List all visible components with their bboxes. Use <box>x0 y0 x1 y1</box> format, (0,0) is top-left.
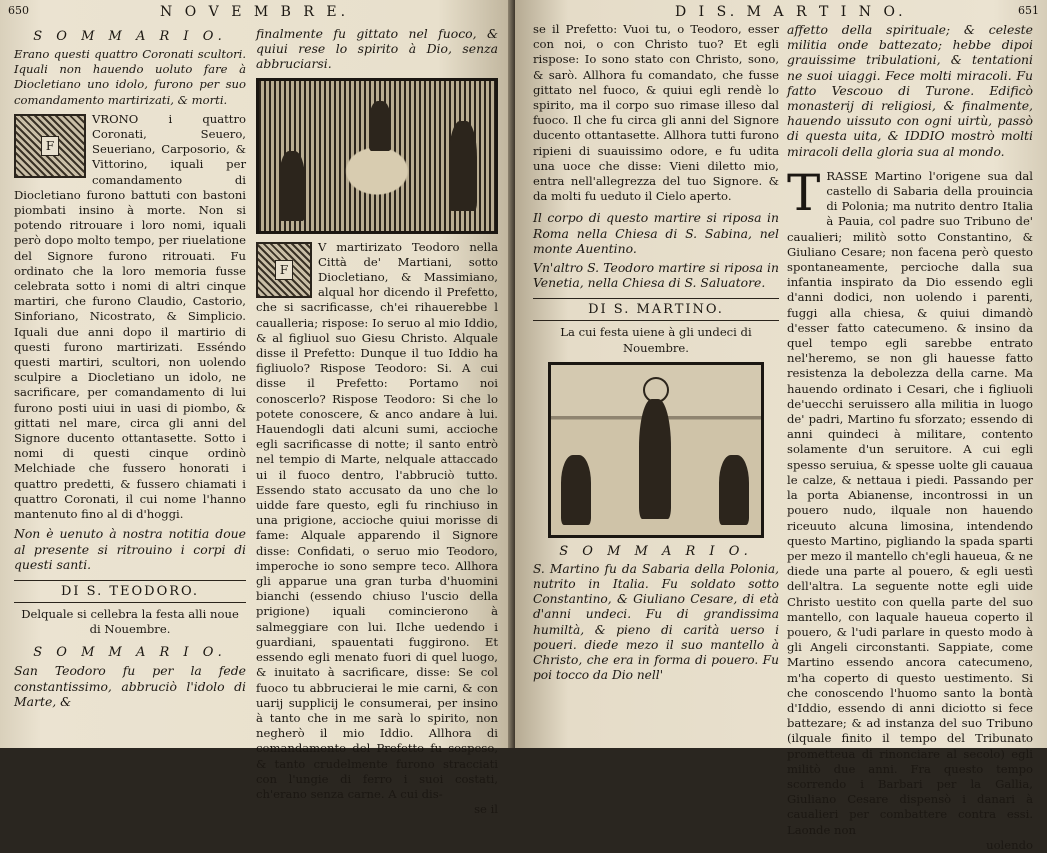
catchword: uolendo <box>986 837 1033 852</box>
martino-body: T RASSE Martino l'origene sua dal castello di Sabaria della prouincia di Polonia; ma nutrito dentro Italia à Pauia, col padre suo Tribuno de' caualieri; militò sotto Constantino, & Giuliano Cesare; non facena però questo spontaneamente, percioche dalla sua infantia inspirato da Dio essendo egli d'anni dodici, non uolendo i parenti, fuggi alla chiesa, & quiui dimandò d'esser fatto catecumeno. & insino da quel tempo egli sarebbe entrato nel'heremo, se non gli hauesse fatto resistenza la debolezza della carne. Ma hauendo ordinato i Cesari, che i figliuoli de'uecchi seruissero alla militia in luogo de' padri, Martino fu sforzato; essendo di anni quindeci à militare, contento solamente d'un seruitore. A cui egli spesso seruiua, & spesse uolte gli cauaua le calze, & nettaua i piedi. Passando per la porta Abianense, incontrossi in un pouero nudo, ilquale non hauendo riceuuto alcuna limosina, intendendo questo Martino, pigliando la spada sparti per mezo il mantello ch'egli haueua, & ne diede una parte al pouero, & egli uestì dell'altra. La seguente notte egli uide Christo uestito con quella parte del suo mantello, con laquale haueua coperto il pouero, & l'udi parlare in questo modo à gli Angeli circonstanti. Sappiate, come Martino essendo ancora catecumeno, m'ha coperto di questo uestimento. Si che conoscendo l'huomo santo la bontà d'Iddio, essendo di anni diciotto si fece battezare; & ad instanza del suo Tribuno (ilquale finito il tempo del Tribunato prometteua di rinonciare al secolo) egli militò due anni. Fra questo tempo scorrendo i Barbari per la Gallia, Giuliano Cesare dispensò i danari à caualieri per combattere contra essi. Laonde non <box>787 163 1033 837</box>
martyrdom-woodcut <box>256 78 498 234</box>
saint-martin-woodcut <box>548 362 764 538</box>
teodoro-body: F V martirizato Teodoro nella Città de' Martiani, sotto Diocletiano, & Massimiano, alqual hor dicendo il Prefetto, che si sacrificasse, ch'ei rihauerebbe l caualleria; rispose: Io seruo al mio Iddio, & al figliuol suo Giesu Christo. Alquale disse il Prefetto: Dunque il tuo Iddio ha figliuolo? Rispose Teodoro: Si. A cui disse il Prefetto: Portamo noi conoscerlo? Rispose Teodoro: Si che lo potete conoscere, & anco andare à lui. Hauendogli dati alcuni sumi, accioche egli sacrificasse di notte; il santo entrò nel tempio di Marte, nelquale attaccado ui il fuoco dentro, l'abbruciò tutto. Essendo stato accusato da uno che lo uidde fare questo, egli fu rinchiuso in una prigione, accioche quiui morisse di fame: Alquale apparendo il Signore disse: Confidati, o seruo mio Teodoro, imperoche io sono sempre teco. Allhora gli apparue una gran turba d'huomini bianchi (essendo chiuso l'uscio della prigione) iquali comincierono à salmeggiare con lui. Ilche uedendo i guardiani, spauentati fuggirono. Et essendo egli menato fuori di quel luogo, & inuitato à sacrificare, disse: Se col fuoco tu abbrucierai le mie carni, & con uarij supplicij le consumerai, per insino à tanto che in me sarà lo spirito, non negherò il mio Iddio. Allhora di comandamento del Prefetto fu sospeso, & tanto crudelmente furono stracciati con l'ungie di ferro i suoi costati, ch'erano senza carne. A cui dis- <box>256 239 498 801</box>
relics-note: Il corpo di questo martire si riposa in Roma nella Chiesa di S. Sabina, nel monte Auentino. <box>533 210 779 256</box>
feast-day-note: Delquale si cellebra la festa alli noue di Nouembre. <box>21 606 239 637</box>
teodoro-body-continued: se il Prefetto: Vuoi tu, o Teodoro, esser con noi, o con Christo tuo? Et egli rispose: Io sono stato con Christo, sono, & sarò. Allhora fu comandato, che fusse gittato nel fuoco, & quiui egli rendè lo spirito, ma il corpo suo rimase illeso dal fuoco. Il che fu circa gli anni del Signore ducento ottantasette. Allhora tutti furono ripieni di suauissimo odore, e fu udita una uoce che disse: Vieni diletto mio, entra nell'allegrezza del tuo Signore. & da molti fu ueduto il Cielo aperto. <box>533 22 779 204</box>
sommario-heading: S O M M A R I O. <box>33 29 227 44</box>
section-title: DI S. MARTINO. <box>533 298 779 321</box>
woodcut-figure <box>639 399 671 519</box>
coronati-body: F VRONO i quattro Coronati, Seuero, Seueriano, Carposorio, & Vittorino, iquali per comandamento di Diocletiano furono battuti con bastoni piombati insino à morte. Non si potendo ritrouare i loro nomi, iquali però dopo molto tempo, per riuelatione del Signore furono ritrouati. Fu ordinato che la loro memoria fusse celebrata sotto i nomi di altri cinque martiri, che furono Claudio, Castorio, Sinforiano, Nicostrato, & Simplicio. Iquali due anni dopo il martirio di questi furono martirizati. Esséndo questi martiri, scultori, non uolendo sculpire a Diocletiano un idolo, ne sacrificare, per comandamento di lui furono posti uiui in uasi di piombo, & gittati nel mare, circa gli anni del Signore ducento ottantasette. Sotto i nomi di questi cinque ordinò Melchiade che fussero honorati i quattro predetti, & fussero chiamati i quattro Coronati, il cui nome l'hanno mantenuto fino al di d'hoggi. <box>14 111 246 522</box>
ornamental-initial: F <box>256 242 312 298</box>
right-running-head: D I S. M A R T I N O. <box>675 4 907 20</box>
summary-continuation: affetto della spirituale; & celeste militia onde battezato; hebbe dipoi grauissime tribulationi, & tentationi ne suoi uiaggi. Fece molti miracoli. Fu fatto Vescouo di Turone. Edificò monasterij di religiosi, & finalmente, hauendo uissuto con ogni uirtù, passò di questa uita, & IDDIO mostrò molti miracoli della gloria sua al mondo. <box>787 22 1033 159</box>
summary-text: San Teodoro fu per la fede constantissimo, abbruciò l'idolo di Marte, & <box>14 663 246 709</box>
right-column-2 <box>787 22 1033 853</box>
summary-text: Erano questi quattro Coronati scultori. Iquali non hauendo uoluto fare à Diocletiano uno idolo, furono per suo comandamento martirizati, & morti. <box>14 47 246 107</box>
sommario-heading: S O M M A R I O. <box>33 645 227 661</box>
catchword: se il <box>474 802 498 817</box>
section-title: DI S. TEODORO. <box>14 580 246 603</box>
woodcut-figure <box>369 101 391 151</box>
woodcut-figure <box>279 151 305 221</box>
feast-day-note: La cui festa uiene à gli undeci di Nouembre. <box>560 325 752 355</box>
ornamental-initial: F <box>14 114 86 178</box>
sommario-heading: S O M M A R I O. <box>559 543 753 559</box>
woodcut-figure <box>449 121 477 211</box>
left-column-1 <box>14 26 246 709</box>
summary-text: S. Martino fu da Sabaria della Polonia, nutrito in Italia. Fu soldato sotto Constantino, & Giuliano Cesare, di età d'anni undeci. Fu di grandissima humiltà, & pieno di carità uerso i poueri. diede mezo il suo mantello à Christo, che era in forma di pouero. Fu poi tocco da Dio nell' <box>533 561 779 683</box>
summary-continuation: finalmente fu gittato nel fuoco, & quiui rese lo spirito à Dio, senza abbruciarsi. <box>256 26 498 72</box>
woodcut-figure <box>719 455 749 525</box>
relics-note: Vn'altro S. Teodoro martire si riposa in Venetia, nella Chiesa di S. Saluatore. <box>533 260 779 291</box>
left-page-number: 650 <box>8 4 29 17</box>
left-page <box>0 0 515 817</box>
right-page-number: 651 <box>1018 4 1039 17</box>
right-column-1 <box>533 22 779 683</box>
initial-letter: T <box>787 163 821 222</box>
left-running-head: N O V E M B R E. <box>160 4 350 20</box>
relics-note: Non è uenuto à nostra notitia doue al presente si ritrouino i corpi di questi santi. <box>14 526 246 572</box>
right-page <box>515 0 1047 852</box>
woodcut-figure <box>561 455 591 525</box>
left-column-2 <box>256 26 498 817</box>
